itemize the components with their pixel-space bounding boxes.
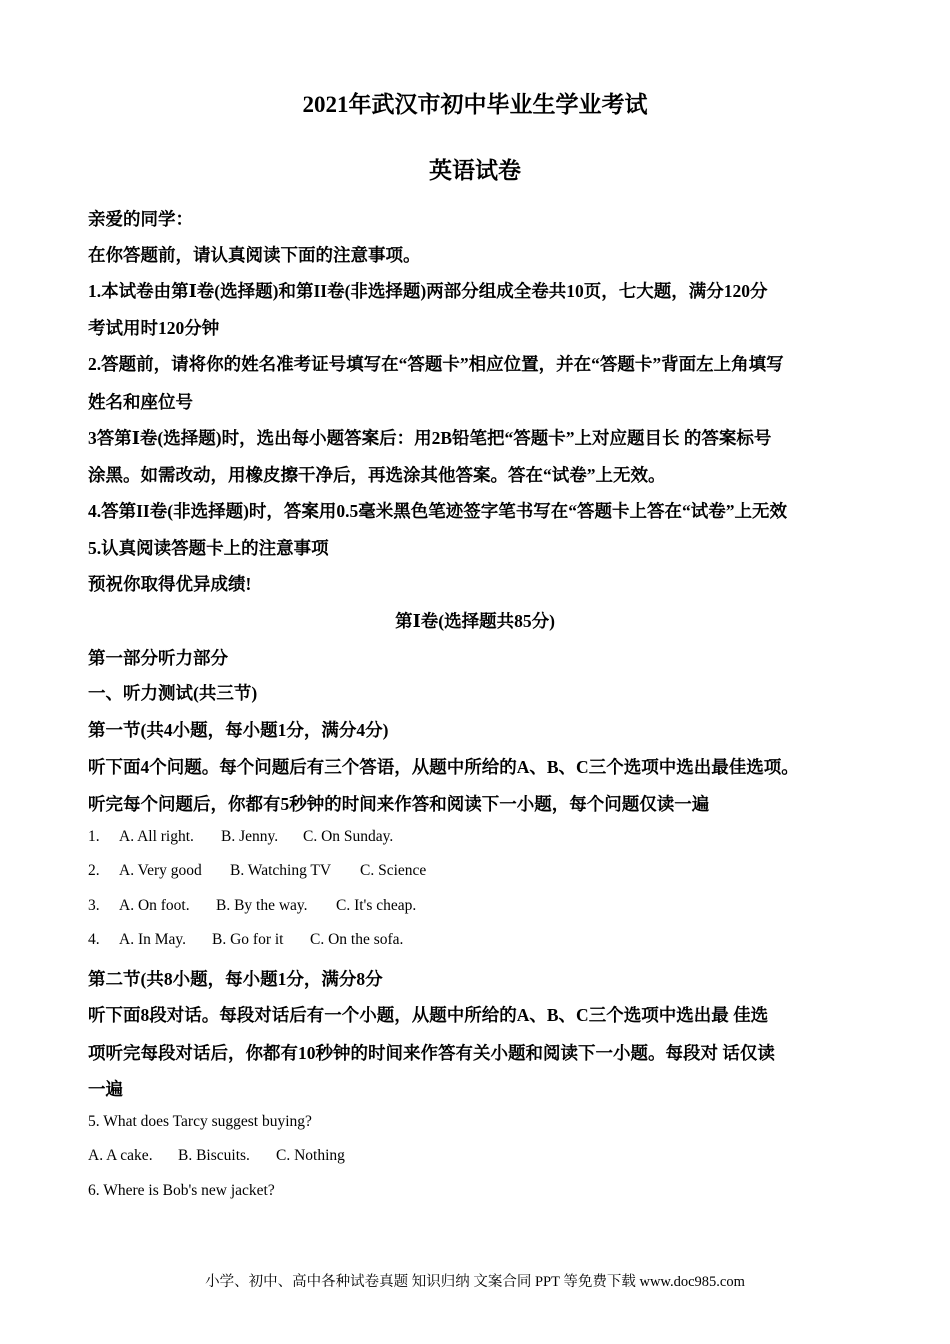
section2-desc-c: 一遍	[88, 1079, 123, 1099]
section1-desc-b: 听完每个问题后，你都有5秒钟的时间来作答和阅读下一小题，每个问题仅读一遍	[88, 794, 710, 814]
part1-heading: 第Ⅰ卷(选择题共85分)	[395, 611, 555, 631]
subsection-title: 一、听力测试(共三节)	[88, 683, 258, 703]
exam-title: 2021年武汉市初中毕业生学业考试	[302, 92, 648, 117]
section2-title: 第二节(共8小题，每小题1分，满分8分	[88, 969, 383, 989]
instruction-3b: 涂黑。如需改动，用橡皮擦干净后，再选涂其他答案。答在“试卷”上无效。	[88, 465, 666, 485]
section2-desc-a: 听下面8段对话。每段对话后有一个小题，从题中所给的A、B、C三个选项中选出最 佳选	[88, 1005, 769, 1025]
option-b: B. Jenny.	[221, 828, 279, 845]
option-a: A. All right.	[119, 828, 194, 845]
question-4	[88, 931, 403, 949]
section1-desc-a: 听下面4个问题。每个问题后有三个答语，从题中所给的A、B、C三个选项中选出最佳选项。	[88, 757, 799, 777]
question-3	[88, 897, 416, 915]
option-a: A. On foot.	[119, 897, 190, 914]
instruction-3a: 3答第Ⅰ卷(选择题)时，选出每小题答案后：用2B铅笔把“答题卡”上对应题目长 的答案标号	[88, 428, 772, 448]
question-number: 2.	[88, 862, 100, 879]
greeting: 亲爱的同学：	[88, 209, 193, 229]
exam-subtitle: 英语试卷	[429, 158, 521, 183]
option-b: B. Watching TV	[230, 862, 332, 879]
question-6-text: 6. Where is Bob's new jacket?	[88, 1182, 275, 1199]
option-c: C. Nothing	[276, 1147, 345, 1164]
instruction-1b: 考试用时120分钟	[88, 318, 220, 338]
question-5-options	[88, 1147, 345, 1165]
section2-desc-b: 项听完每段对话后，你都有10秒钟的时间来作答有关小题和阅读下一小题。每段对 话仅读	[88, 1043, 775, 1063]
option-a: A. Very good	[119, 862, 202, 879]
footer-note: 小学、初中、高中各种试卷真题 知识归纳 文案合同 PPT 等免费下载 www.doc985.com	[205, 1274, 745, 1290]
instruction-2b: 姓名和座位号	[88, 392, 193, 412]
option-c: C. It's cheap.	[336, 897, 417, 914]
option-a: A. In May.	[119, 931, 187, 948]
instruction-5: 5.认真阅读答题卡上的注意事项	[88, 538, 329, 558]
intro-line: 在你答题前，请认真阅读下面的注意事项。	[88, 245, 421, 265]
option-a: A. A cake.	[88, 1147, 153, 1164]
option-b: B. Go for it	[212, 931, 284, 948]
option-c: C. On the sofa.	[310, 931, 404, 948]
wish-line: 预祝你取得优异成绩!	[88, 574, 252, 594]
option-b: B. By the way.	[216, 897, 308, 914]
section-title: 第一部分听力部分	[88, 648, 228, 668]
instruction-2a: 2.答题前，请将你的姓名准考证号填写在“答题卡”相应位置，并在“答题卡”背面左上角填写	[88, 354, 784, 374]
option-c: C. On Sunday.	[303, 828, 394, 845]
option-c: C. Science	[360, 862, 427, 879]
option-b: B. Biscuits.	[178, 1147, 250, 1164]
question-number: 1.	[88, 828, 100, 845]
question-1	[88, 828, 393, 846]
question-5-text: 5. What does Tarcy suggest buying?	[88, 1113, 312, 1130]
instruction-1a: 1.本试卷由第Ⅰ卷(选择题)和第II卷(非选择题)两部分组成全卷共10页，七大题，满分120分	[88, 281, 768, 301]
section1-title: 第一节(共4小题，每小题1分，满分4分)	[88, 720, 389, 740]
question-2	[88, 862, 426, 880]
question-number: 3.	[88, 897, 100, 914]
question-number: 4.	[88, 931, 100, 948]
instruction-4: 4.答第II卷(非选择题)时，答案用0.5毫米黑色笔迹签字笔书写在“答题卡上答在“试卷”上无效	[88, 501, 788, 521]
